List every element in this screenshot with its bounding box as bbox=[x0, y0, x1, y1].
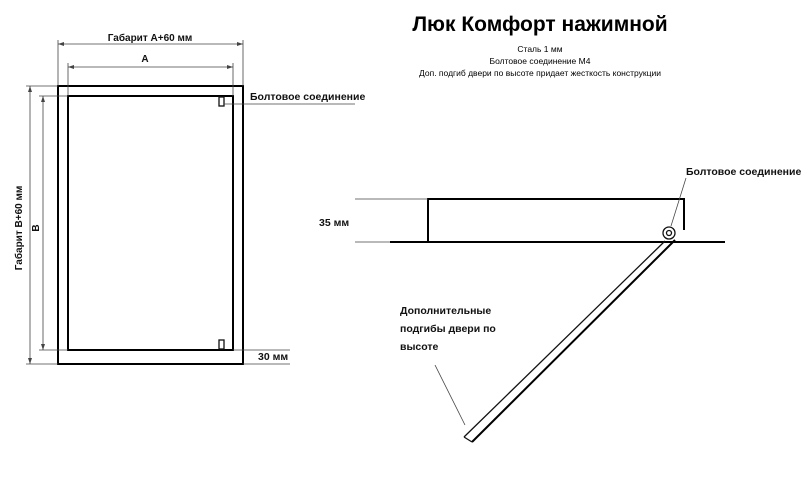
hinge-circle bbox=[663, 227, 675, 239]
dim-width bbox=[68, 63, 233, 96]
frame-profile bbox=[428, 199, 684, 242]
dim-width-total bbox=[58, 40, 243, 86]
bend-leader bbox=[435, 365, 465, 425]
width-total-label: Габарит А+60 мм bbox=[107, 33, 193, 44]
hinge-bolt bbox=[667, 231, 672, 236]
note-bolt: Болтовое соединение М4 bbox=[489, 56, 591, 66]
height-label: В bbox=[31, 224, 42, 232]
bend-label-line-2: подгибы двери по bbox=[400, 323, 496, 335]
inner-door bbox=[68, 96, 233, 350]
bolt-marker-top bbox=[219, 97, 224, 106]
front-view bbox=[13, 32, 365, 364]
depth-label: 35 мм bbox=[319, 217, 350, 229]
frame-label: 30 мм bbox=[258, 351, 289, 363]
door-panel-outer bbox=[472, 240, 675, 442]
diagram-title: Люк Комфорт нажимной bbox=[412, 13, 668, 36]
note-bend: Доп. подгиб двери по высоте придает жесткость конструкции bbox=[419, 68, 661, 78]
height-total-label: Габарит В+60 мм bbox=[14, 185, 25, 271]
outer-frame bbox=[58, 86, 243, 364]
bend-label-line-1: Дополнительные bbox=[400, 305, 492, 317]
door-bend bbox=[464, 437, 472, 442]
bolt-marker-bottom bbox=[219, 340, 224, 349]
bolt-label-front: Болтовое соединение bbox=[250, 91, 366, 103]
side-view bbox=[319, 166, 801, 442]
note-material: Сталь 1 мм bbox=[517, 44, 563, 54]
door-panel-inner bbox=[464, 241, 665, 437]
width-label: А bbox=[141, 54, 149, 65]
bend-label-line-3: высоте bbox=[400, 341, 439, 353]
bolt-label-side: Болтовое соединение bbox=[686, 166, 802, 178]
dim-height bbox=[39, 96, 68, 350]
